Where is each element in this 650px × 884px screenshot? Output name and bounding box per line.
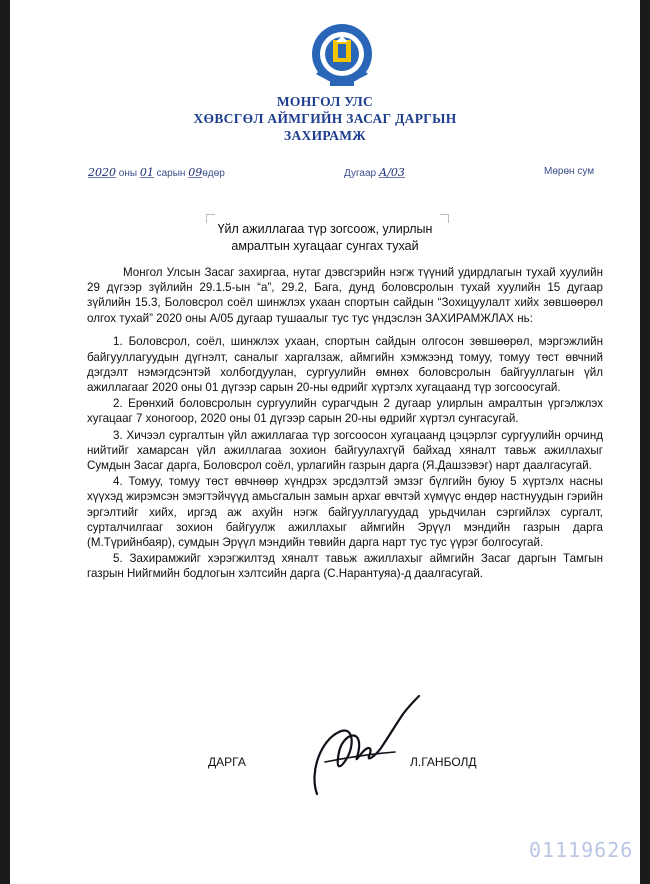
header-office: ХӨВСГӨЛ АЙМГИЙН ЗАСАГ ДАРГЫН [193,111,457,126]
date-month: 01 [139,166,154,179]
order-item: 5. Захирамжийг хэрэгжилтэд хяналт тавьж ажиллахыг аймгийн Засаг даргын Тамгын газрын Нийгмийн бодлогын хэлтсийн дарга (С.Нарантуяа)-д даалгасугай. [87,552,603,581]
signatory-position: ДАРГА [208,755,246,769]
document-title [10,221,640,255]
date-month-suffix: сарын [156,168,186,179]
order-item: 4. Томуу, томуу төст өвчнөөр хүндрэх эрсдэлтэй эмзэг бүлгийн буюу 5 хүртэлх насны хүүхэд жирэмсэн эмэгтэйчүүд амьсгалын замын архаг өвчтэй хүмүүс өндөр настнуудын гэрийн эргэлтийг хийх, иргэд аж ахуйн нэгж байгууллагуудад урьдчилан сэргийлэх сургалт, сурталчилгааг зохион байгуулж ажиллахыг аймгийн Эрүүл мэндийн газрын дарга (М.Түрийнбаяр), сумдын Эрүүл мэндийн төвийн дарга нарт тус тус үүрэг болгосугай. [87,475,603,549]
title-line-2: амралтын хугацааг сунгах тухай [231,239,419,253]
date-year: 2020 [88,166,116,179]
number-line [344,166,405,179]
header-country: МОНГОЛ УЛС [276,94,374,109]
preamble: Монгол Улсын Засаг захиргаа, нутаг дэвсгэрийн нэгж түүний удирдлагын тухай хуулийн 29 дүгээр зүйлийн 29.1.5-ын “а”, 29.2, Бага, дунд боловсролын тухай хуулийн 15 дугаар зүйлийн 15.3, Боловсрол соёл шинжлэх ухаан спортын сайдын “Зохицуулалт хийх зөвшөөрөл олгох тухай” 2020 оны А/05 дугаар тушаалыг тус тус үндэслэн ЗАХИРАМЖЛАХ нь: [87,266,603,325]
date-day-suffix: өдөр [202,168,225,179]
header-doc-type: ЗАХИРАМЖ [284,128,366,143]
state-emblem-icon [302,20,382,92]
date-day: 09 [188,166,203,179]
signatory-name: Л.ГАНБОЛД [410,755,477,769]
number-value: А/03 [378,166,405,179]
document-page [10,0,640,884]
date-line [88,166,225,179]
order-item: 1. Боловсрол, соёл, шинжлэх ухаан, спортын сайдын олгосон зөвшөөрөл, мэргэжлийн байгууллагуудын дүгнэлт, саналыг харгалзаж, аймгийн хэмжээнд томуу, томуу төст өвчний дэгдэлт нэмэгдсэнтэй холбогдуулан, сургуулийн өмнөх боловсролын байгууллагын үйл ажиллагааг 2020 оны 01 дүгээр сарын 20-ны өдрийг хүртэлх хугацаанд түр зогсоосугай. [87,335,603,394]
order-item: 3. Хичээл сургалтын үйл ажиллагаа түр зогсоосон хугацаанд цэцэрлэг сургуулийн орчинд нийтийг хамарсан үйл ажиллагаа зохион байгуулахгүй байхад хяналт тавьж ажиллахыг Сумдын Засаг дарга, Боловсрол соёл, урлагийн газрын дарга (Я.Дашзэвэг) нарт даалгасугай. [87,428,603,472]
place: Мөрөн сум [544,166,595,177]
order-item: 2. Ерөнхий боловсролын сургуулийн сурагчдын 2 дугаар улирлын амралтын үргэлжлэх хугацааг 7 хоногоор, 2020 оны 01 дүгээр сарын 20-ны өдрийг хүртэл сунгасугай. [87,397,603,426]
document-body [87,265,603,583]
date-year-suffix: оны [118,168,138,179]
handwritten-signature-icon [295,692,425,802]
number-label: Дугаар [344,168,377,179]
serial-number: 01119626 [529,838,634,862]
title-line-1: Үйл ажиллагаа түр зогсоож, улирлын [217,222,433,236]
